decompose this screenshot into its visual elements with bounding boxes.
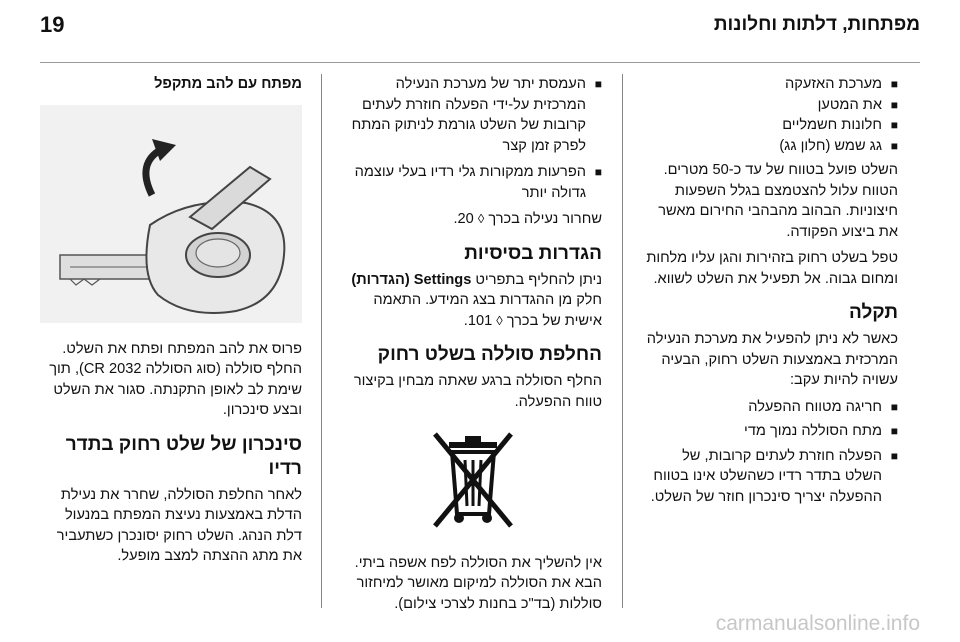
list-item: ■ הפרעות ממקורות גלי רדיו בעלי עוצמה גדולה יותר (344, 162, 602, 203)
battery-heading: החלפת סוללה בשלט רחוק (377, 344, 602, 365)
right-column (642, 74, 898, 507)
settings-menu-name: Settings (הגדרות) (351, 271, 472, 288)
page-title: מפתחות, דלתות וחלונות (713, 14, 920, 35)
settings-text-pre: ניתן להחליף בתפריט (475, 271, 602, 288)
reference-arrow-icon: ◊ (477, 211, 485, 226)
list-item: ■ העמסת יתר של מערכת הנעילה המרכזית על-ידי הפעלה חוזרת לעתים קרובות של השלט גורמת לניתוק המתח לפרק זמן קצר (344, 74, 602, 156)
column-divider-right (622, 74, 623, 608)
list-item: ■ חריגה מטווח ההפעלה (642, 397, 898, 418)
left-column (40, 74, 302, 567)
recycle-bin-crossed-icon (425, 430, 521, 530)
page-number: 19 (40, 12, 65, 37)
sync-heading: סינכרון של שלט רחוק בתדר רדיו (65, 433, 302, 479)
battery-paragraph: החלף הסוללה ברגע שאתה מבחין בקיצור טווח ההפעלה. (353, 373, 602, 410)
settings-text-post: חלק מן ההגדרות בצג המידע. התאמה אישית של בכרך (373, 292, 602, 329)
unlock-ref-text: שחרור נעילה בכרך (488, 211, 602, 227)
middle-column (344, 74, 602, 614)
settings-heading: הגדרות בסיסיות (464, 242, 602, 264)
fault-paragraph: כאשר לא ניתן להפעיל את מערכת הנעילה המרכזית באמצעות השלט רחוק, הבעיה עשויה להיות עקב: (646, 331, 898, 388)
key-fob-battery-illustration (40, 105, 302, 323)
range-paragraph: השלט פועל בטווח של עד כ-50 מטרים. הטווח עלול להצטמצם בגלל השפעות חיצוניות. הבהוב מהבהבי החירום מאשר את ביצוע הפקודה. (658, 162, 898, 240)
unlock-ref-page: 20. (453, 211, 474, 227)
fault-heading: תקלה (848, 302, 898, 323)
disposal-paragraph: אין להשליך את הסוללה לפח אשפה ביתי. הבא את הסוללה למיקום מאושר למיחזור סוללות (בד"כ בחנות לצרכי צילום). (354, 554, 602, 612)
list-item: ■ הפעלה חוזרת לעתים קרובות, של השלט בתדר רדיו כשהשלט אינו בטווח ההפעלה יצריך סינכרון חוזר של השלט. (642, 446, 898, 508)
settings-paragraph (344, 270, 602, 332)
recycle-bin-figure (344, 430, 602, 537)
key-battery-paragraph: פרוס את להב המפתח ופתח את השלט. החלף סוללה (סוג הסוללה CR 2032), תוך שימת לב לאופן התקנתה. סגור את השלט ובצע סינכרון. (49, 340, 302, 418)
list-item: ■ את המטען (642, 95, 898, 116)
list-item: ■ גג שמש (חלון גג) (642, 136, 898, 157)
sync-paragraph: לאחר החלפת הסוללה, שחרר את נעילת הדלת באמצעות נעיצת המפתח במנעול דלת הנהג. השלט רחוק יסונכרן כשתעביר את מתג ההצתה למצב מופעל. (56, 486, 302, 564)
watermark: carmanualsonline.info (715, 612, 920, 635)
reference-arrow-icon: ◊ (496, 312, 503, 328)
folding-key-heading: מפתח עם להב מתקפל (154, 76, 302, 92)
settings-ref-page: 101. (463, 312, 493, 329)
list-item: ■ מתח הסוללה נמוך מדי (642, 421, 898, 442)
column-divider-left (321, 74, 322, 608)
header-rule (40, 62, 920, 63)
unlock-reference (344, 209, 602, 230)
list-item: ■ חלונות חשמליים (642, 115, 898, 136)
care-paragraph: טפל בשלט רחוק בזהירות והגן עליו מלחות ומחום גבוה. אל תפעיל את השלט לשווא. (646, 250, 898, 287)
list-item: ■ מערכת האזעקה (642, 74, 898, 95)
